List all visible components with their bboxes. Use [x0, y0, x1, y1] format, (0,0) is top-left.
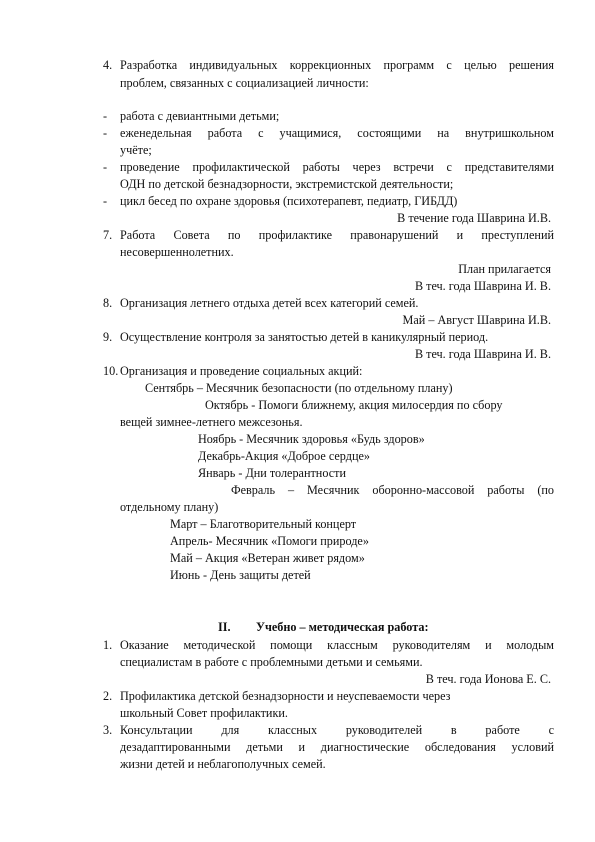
section-title: Учебно – методическая работа:	[256, 620, 429, 634]
item4-line2: проблем, связанных с социализацией личности:	[120, 76, 369, 90]
bullet-dash: -	[103, 109, 108, 123]
responsible-text: В теч. года Шаврина И. В.	[414, 279, 551, 293]
action-september: Сентябрь – Месячник безопасности (по отдельному плану)	[145, 381, 453, 395]
s2-item3-line1: Консультации для классных руководителей в работе с	[120, 723, 554, 737]
plan-note: План прилагается	[458, 262, 551, 276]
bullet-text: работа с девиантными детьми;	[120, 109, 280, 123]
item-number: 1.	[103, 638, 113, 652]
section-roman-numeral: II.	[218, 620, 231, 634]
action-october-cont: вещей зимнее-летнего межсезонья.	[120, 415, 303, 429]
s2-item2-line1: Профилактика детской безнадзорности и неуспеваемости через	[120, 689, 451, 703]
bullet-dash: -	[103, 160, 108, 174]
item10-text: Организация и проведение социальных акций:	[120, 364, 363, 378]
item-number: 8.	[103, 296, 113, 310]
item-number: 10.	[103, 364, 119, 378]
item9-text: Осуществление контроля за занятостью детей в каникулярный период.	[120, 330, 489, 344]
action-january: Январь - Дни толерантности	[198, 466, 346, 480]
bullet-dash: -	[103, 194, 108, 208]
item7-line2: несовершеннолетних.	[120, 245, 234, 259]
bullet-dash: -	[103, 126, 108, 140]
s2-item3-line2: дезадаптированными детьми и диагностические обследования условий	[120, 740, 554, 754]
item7-line1: Работа Совета по профилактике правонарушений и преступлений	[120, 228, 554, 242]
s2-item1-line1: Оказание методической помощи классным руководителям и молодым	[120, 638, 554, 652]
s2-item2-line2: школьный Совет профилактики.	[120, 706, 288, 720]
item-number: 3.	[103, 723, 113, 737]
item-number: 4.	[103, 58, 113, 72]
responsible-text: В теч. года Ионова Е. С.	[425, 672, 551, 686]
action-may: Май – Акция «Ветеран живет рядом»	[170, 551, 365, 565]
responsible-text: Май – Август Шаврина И.В.	[402, 313, 551, 327]
action-june: Июнь - День защиты детей	[170, 568, 311, 582]
s2-item3-line3: жизни детей и неблагополучных семей.	[120, 757, 326, 771]
bullet-text: проведение профилактической работы через встречи с представителями	[120, 160, 554, 174]
item4-line1: Разработка индивидуальных коррекционных программ с целью решения	[120, 58, 554, 72]
bullet-text-cont: ОДН по детской безнадзорности, экстремистской деятельности;	[120, 177, 454, 191]
action-november: Ноябрь - Месячник здоровья «Будь здоров»	[198, 432, 425, 446]
action-march: Март – Благотворительный концерт	[170, 517, 357, 531]
responsible-text: В теч. года Шаврина И. В.	[414, 347, 551, 361]
action-february-cont: отдельному плану)	[120, 500, 219, 514]
s2-item1-line2: специалистам в работе с проблемными детьми и семьями.	[120, 655, 423, 669]
bullet-text: цикл бесед по охране здоровья (психотерапевт, педиатр, ГИБДД)	[120, 194, 458, 208]
bullet-text-cont: учёте;	[120, 143, 152, 157]
action-october: Октябрь - Помоги ближнему, акция милосердия по сбору	[205, 398, 503, 412]
action-february: Февраль – Месячник оборонно-массовой работы (по	[231, 483, 554, 497]
action-december: Декабрь-Акция «Доброе сердце»	[198, 449, 370, 463]
bullet-text: еженедельная работа с учащимися, состоящими на внутришкольном	[120, 126, 554, 140]
item-number: 2.	[103, 689, 113, 703]
action-april: Апрель- Месячник «Помоги природе»	[170, 534, 369, 548]
item-number: 9.	[103, 330, 113, 344]
item-number: 7.	[103, 228, 113, 242]
responsible-text: В течение года Шаврина И.В.	[397, 211, 551, 225]
item8-text: Организация летнего отдыха детей всех категорий семей.	[120, 296, 419, 310]
